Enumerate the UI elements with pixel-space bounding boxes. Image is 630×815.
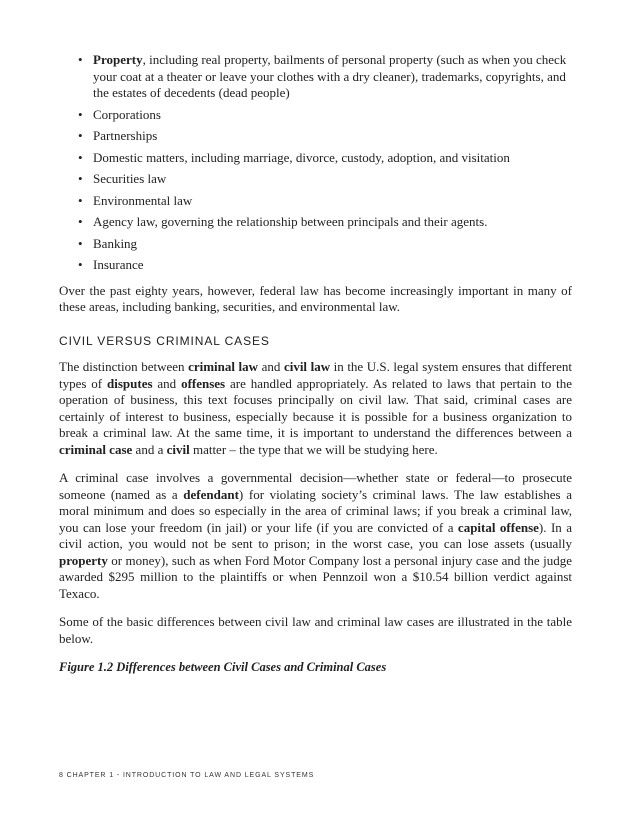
term-criminal-case: criminal case	[59, 441, 133, 457]
bullet-icon: •	[78, 52, 83, 67]
list-item: • Partnerships	[78, 128, 158, 143]
page-footer: 8 CHAPTER 1 - INTRODUCTION TO LAW AND LEGAL SYSTEMS	[59, 772, 315, 779]
section-heading: CIVIL VERSUS CRIMINAL CASES	[59, 333, 270, 348]
bullet-icon: •	[78, 128, 83, 143]
bullet-icon: •	[78, 171, 83, 186]
term-offenses: offenses	[181, 375, 226, 391]
list-item: • Property, including real property, bailments of personal property (such as when you check your coat at a theater or leave your clothes with a dry cleaner), trademarks, copyrights, and the estates of decedents (dead people)	[78, 52, 567, 100]
list-item: • Banking	[78, 235, 138, 251]
figure-caption: Figure 1.2 Differences between Civil Cases and Criminal Cases	[59, 660, 387, 674]
differences-paragraph: Some of the basic differences between civil law and criminal law cases are illustrated in the table below.	[59, 614, 572, 646]
bullet-icon: •	[78, 149, 83, 165]
list-item: • Insurance	[78, 257, 144, 272]
term-disputes: disputes	[107, 375, 153, 391]
civil-criminal-paragraph: The distinction between criminal law and civil law in the U.S. legal system ensures that different types of disputes and offenses are handled appropriately. As related to laws that pertain to the operation of business, this text focuses principally on civil law. That said, criminal cases are certainly of interest to business, especially because it is possible for a business organization to break a criminal law. At the same time, it is important to understand the differences between a criminal case and a civil matter – the type that we will be studying here.	[59, 359, 573, 457]
term-criminal-law: criminal law	[188, 359, 259, 374]
bullet-icon: •	[78, 192, 83, 208]
list-item: • Domestic matters, including marriage, divorce, custody, adoption, and visitation	[78, 149, 510, 165]
term-civil: civil	[166, 441, 190, 457]
federal-law-paragraph: Over the past eighty years, however, federal law has become increasingly important in many of these areas, including banking, securities, and environmental law.	[59, 282, 572, 314]
term-civil-law: civil law	[283, 359, 331, 374]
criminal-case-paragraph: A criminal case involves a governmental decision—whether state or federal—to prosecute someone (named as a defendant) for violating society’s criminal laws. The law establishes a moral minimum and does so especially in the area of criminal laws; if you break a criminal law, you can lose your freedom (in jail) or your life (if you are convicted of a capital offense). In a civil action, you would not be sent to prison; in the worst case, you can lose assets (usually property or money), such as when Ford Motor Company lost a personal injury case and the judge awarded $295 million to the plaintiffs or when Pennzoil won a $10.54 billion verdict against Texaco.	[59, 470, 572, 601]
term-capital-offense: capital offense	[457, 519, 539, 535]
list-item: • Securities law	[78, 171, 167, 186]
page-content	[59, 52, 572, 676]
term-property-2: property	[59, 552, 108, 568]
bullet-icon: •	[78, 257, 83, 272]
bullet-icon: •	[78, 214, 83, 229]
list-item: • Environmental law	[78, 192, 193, 208]
list-item: • Corporations	[78, 106, 161, 122]
bullet-list	[59, 52, 572, 274]
list-item: • Agency law, governing the relationship between principals and their agents.	[78, 214, 488, 229]
term-property: Property	[93, 52, 143, 67]
bullet-icon: •	[78, 106, 83, 122]
term-defendant: defendant	[183, 486, 239, 502]
bullet-icon: •	[78, 235, 83, 251]
